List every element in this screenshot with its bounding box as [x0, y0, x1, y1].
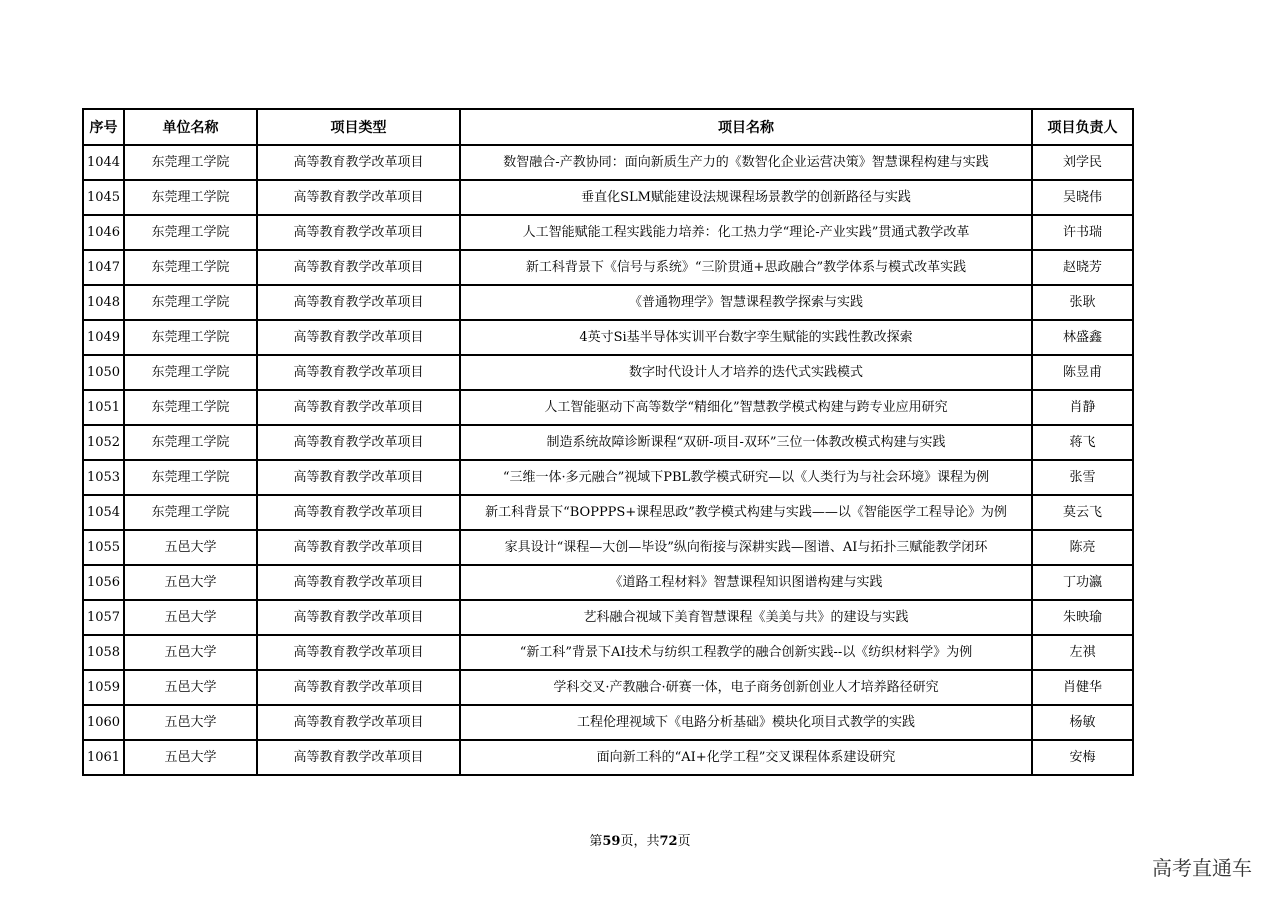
table-row	[83, 705, 1133, 740]
cell-name: 《道路工程材料》智慧课程知识图谱构建与实践	[460, 565, 1032, 600]
cell-seq: 1045	[83, 180, 124, 215]
cell-type: 高等教育教学改革项目	[257, 530, 460, 565]
cell-seq: 1049	[83, 320, 124, 355]
cell-name: 艺科融合视域下美育智慧课程《美美与共》的建设与实践	[460, 600, 1032, 635]
cell-unit: 五邑大学	[124, 565, 257, 600]
cell-type: 高等教育教学改革项目	[257, 250, 460, 285]
cell-seq: 1052	[83, 425, 124, 460]
cell-type: 高等教育教学改革项目	[257, 425, 460, 460]
cell-leader: 蒋飞	[1032, 425, 1133, 460]
cell-seq: 1051	[83, 390, 124, 425]
cell-seq: 1060	[83, 705, 124, 740]
cell-name: 数字时代设计人才培养的迭代式实践模式	[460, 355, 1032, 390]
cell-seq: 1055	[83, 530, 124, 565]
cell-unit: 东莞理工学院	[124, 145, 257, 180]
table-header-row	[83, 109, 1133, 145]
cell-name: 新工科背景下《信号与系统》“三阶贯通+思政融合”教学体系与模式改革实践	[460, 250, 1032, 285]
header-seq: 序号	[83, 109, 124, 145]
table-body	[83, 145, 1133, 775]
cell-leader: 张雪	[1032, 460, 1133, 495]
cell-seq: 1047	[83, 250, 124, 285]
cell-leader: 吴晓伟	[1032, 180, 1133, 215]
watermark: 高考直通车	[1152, 856, 1252, 880]
cell-unit: 五邑大学	[124, 530, 257, 565]
cell-unit: 东莞理工学院	[124, 390, 257, 425]
table-row	[83, 215, 1133, 250]
project-table	[82, 108, 1134, 776]
cell-seq: 1056	[83, 565, 124, 600]
cell-seq: 1053	[83, 460, 124, 495]
table-row	[83, 740, 1133, 775]
cell-name: 新工科背景下“BOPPPS+课程思政”教学模式构建与实践——以《智能医学工程导论》为例	[460, 495, 1032, 530]
table-row	[83, 635, 1133, 670]
cell-name: “三维一体·多元融合”视域下PBL教学模式研究—以《人类行为与社会环境》课程为例	[460, 460, 1032, 495]
cell-name: 学科交叉·产教融合·研赛一体，电子商务创新创业人才培养路径研究	[460, 670, 1032, 705]
cell-leader: 赵晓芳	[1032, 250, 1133, 285]
cell-leader: 刘学民	[1032, 145, 1133, 180]
cell-unit: 东莞理工学院	[124, 180, 257, 215]
cell-unit: 东莞理工学院	[124, 320, 257, 355]
cell-seq: 1044	[83, 145, 124, 180]
cell-unit: 东莞理工学院	[124, 285, 257, 320]
cell-unit: 东莞理工学院	[124, 425, 257, 460]
cell-name: 工程伦理视域下《电路分析基础》模块化项目式教学的实践	[460, 705, 1032, 740]
cell-seq: 1050	[83, 355, 124, 390]
table-row	[83, 390, 1133, 425]
cell-leader: 左祺	[1032, 635, 1133, 670]
cell-unit: 五邑大学	[124, 705, 257, 740]
table-row	[83, 495, 1133, 530]
cell-leader: 张耿	[1032, 285, 1133, 320]
cell-type: 高等教育教学改革项目	[257, 670, 460, 705]
cell-unit: 东莞理工学院	[124, 355, 257, 390]
table-row	[83, 425, 1133, 460]
table-row	[83, 285, 1133, 320]
cell-unit: 五邑大学	[124, 670, 257, 705]
cell-name: 人工智能驱动下高等数学“精细化”智慧教学模式构建与跨专业应用研究	[460, 390, 1032, 425]
cell-unit: 东莞理工学院	[124, 460, 257, 495]
table-row	[83, 460, 1133, 495]
cell-name: 数智融合-产教协同：面向新质生产力的《数智化企业运营决策》智慧课程构建与实践	[460, 145, 1032, 180]
cell-type: 高等教育教学改革项目	[257, 320, 460, 355]
table-row	[83, 320, 1133, 355]
cell-type: 高等教育教学改革项目	[257, 180, 460, 215]
total-page-number: 72	[659, 834, 678, 849]
cell-name: 家具设计“课程—大创—毕设”纵向衔接与深耕实践—图谱、AI与拓扑三赋能教学闭环	[460, 530, 1032, 565]
cell-name: “新工科”背景下AI技术与纺织工程教学的融合创新实践--以《纺织材料学》为例	[460, 635, 1032, 670]
header-type: 项目类型	[257, 109, 460, 145]
cell-type: 高等教育教学改革项目	[257, 740, 460, 775]
header-name: 项目名称	[460, 109, 1032, 145]
table-row	[83, 145, 1133, 180]
cell-name: 《普通物理学》智慧课程教学探索与实践	[460, 285, 1032, 320]
cell-name: 4英寸Si基半导体实训平台数字孪生赋能的实践性教改探索	[460, 320, 1032, 355]
footer-middle: 页，共	[620, 834, 660, 849]
cell-leader: 安梅	[1032, 740, 1133, 775]
table-row	[83, 250, 1133, 285]
cell-name: 面向新工科的“AI+化学工程”交叉课程体系建设研究	[460, 740, 1032, 775]
cell-seq: 1058	[83, 635, 124, 670]
cell-unit: 五邑大学	[124, 600, 257, 635]
cell-seq: 1054	[83, 495, 124, 530]
table-row	[83, 600, 1133, 635]
cell-seq: 1046	[83, 215, 124, 250]
cell-leader: 许书瑞	[1032, 215, 1133, 250]
cell-seq: 1059	[83, 670, 124, 705]
cell-unit: 东莞理工学院	[124, 250, 257, 285]
cell-type: 高等教育教学改革项目	[257, 495, 460, 530]
header-unit: 单位名称	[124, 109, 257, 145]
page-footer	[0, 830, 1280, 849]
cell-type: 高等教育教学改革项目	[257, 460, 460, 495]
cell-type: 高等教育教学改革项目	[257, 355, 460, 390]
cell-type: 高等教育教学改革项目	[257, 600, 460, 635]
cell-leader: 莫云飞	[1032, 495, 1133, 530]
cell-leader: 朱映瑜	[1032, 600, 1133, 635]
cell-leader: 肖静	[1032, 390, 1133, 425]
cell-name: 制造系统故障诊断课程“双研-项目-双环”三位一体教改模式构建与实践	[460, 425, 1032, 460]
cell-unit: 五邑大学	[124, 740, 257, 775]
header-leader: 项目负责人	[1032, 109, 1133, 145]
table-row	[83, 565, 1133, 600]
cell-type: 高等教育教学改革项目	[257, 285, 460, 320]
cell-leader: 丁功瀛	[1032, 565, 1133, 600]
cell-unit: 五邑大学	[124, 635, 257, 670]
cell-type: 高等教育教学改革项目	[257, 705, 460, 740]
table-row	[83, 180, 1133, 215]
cell-leader: 陈亮	[1032, 530, 1133, 565]
cell-leader: 肖健华	[1032, 670, 1133, 705]
cell-name: 垂直化SLM赋能建设法规课程场景教学的创新路径与实践	[460, 180, 1032, 215]
table-row	[83, 530, 1133, 565]
cell-type: 高等教育教学改革项目	[257, 635, 460, 670]
footer-prefix: 第	[589, 834, 603, 849]
cell-seq: 1048	[83, 285, 124, 320]
table-row	[83, 670, 1133, 705]
cell-unit: 东莞理工学院	[124, 495, 257, 530]
current-page-number: 59	[602, 834, 621, 849]
table-row	[83, 355, 1133, 390]
cell-type: 高等教育教学改革项目	[257, 390, 460, 425]
cell-type: 高等教育教学改革项目	[257, 145, 460, 180]
cell-leader: 杨敏	[1032, 705, 1133, 740]
cell-leader: 陈昱甫	[1032, 355, 1133, 390]
cell-name: 人工智能赋能工程实践能力培养：化工热力学“理论-产业实践”贯通式教学改革	[460, 215, 1032, 250]
cell-seq: 1061	[83, 740, 124, 775]
cell-unit: 东莞理工学院	[124, 215, 257, 250]
cell-seq: 1057	[83, 600, 124, 635]
cell-leader: 林盛鑫	[1032, 320, 1133, 355]
cell-type: 高等教育教学改革项目	[257, 565, 460, 600]
cell-type: 高等教育教学改革项目	[257, 215, 460, 250]
footer-suffix: 页	[677, 834, 691, 849]
